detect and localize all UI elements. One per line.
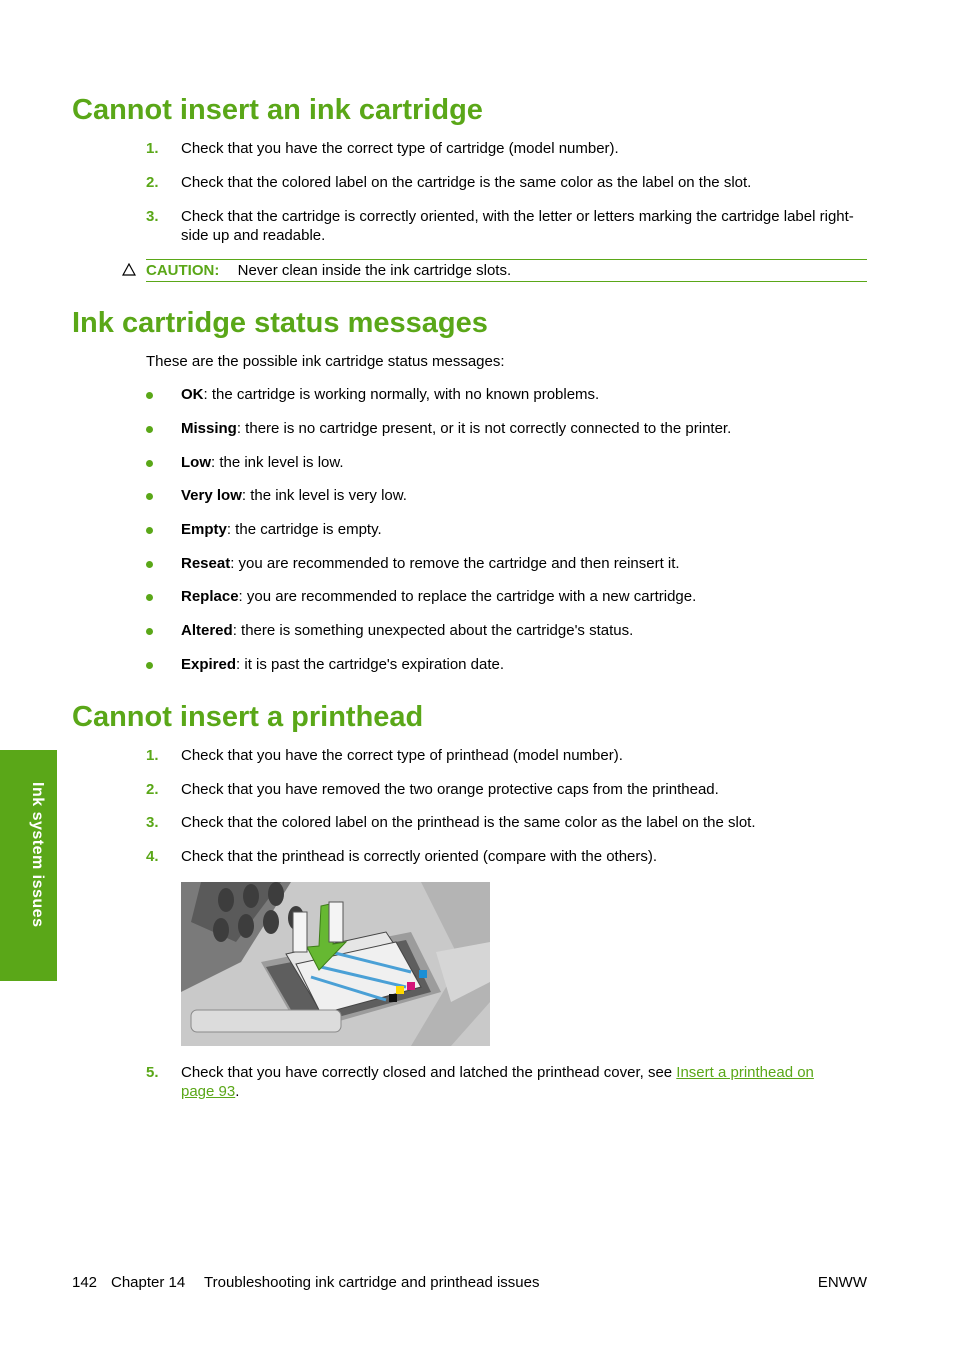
step-text: Check that the colored label on the printhead is the same color as the label on the slot. xyxy=(181,814,756,831)
step-number: 3. xyxy=(146,208,159,225)
list-item: Altered: there is something unexpected about the cartridge's status. xyxy=(181,622,634,639)
step-number: 3. xyxy=(146,814,159,831)
bullet-icon xyxy=(146,628,153,635)
bullet-icon xyxy=(146,561,153,568)
printhead-insertion-illustration xyxy=(181,882,490,1046)
footer-chapter-title: Troubleshooting ink cartridge and printhead issues xyxy=(204,1274,540,1291)
status-intro: These are the possible ink cartridge status messages: xyxy=(146,353,505,370)
list-item: Empty: the cartridge is empty. xyxy=(181,521,382,538)
step-text: Check that you have the correct type of printhead (model number). xyxy=(181,747,623,764)
list-item: Missing: there is no cartridge present, or it is not correctly connected to the printer. xyxy=(181,420,732,437)
bullet-icon xyxy=(146,392,153,399)
bullet-icon xyxy=(146,662,153,669)
insert-printhead-link[interactable]: Insert a printhead on page 93 xyxy=(181,1064,814,1100)
step-text: Check that the colored label on the cartridge is the same color as the label on the slot. xyxy=(181,174,752,191)
list-item: Reseat: you are recommended to remove the cartridge and then reinsert it. xyxy=(181,555,680,572)
list-item: Very low: the ink level is very low. xyxy=(181,487,407,504)
caution-label: CAUTION: xyxy=(146,262,220,279)
bullet-icon xyxy=(146,460,153,467)
caution-text: Never clean inside the ink cartridge slots. xyxy=(237,262,512,279)
step-text: Check that you have removed the two orange protective caps from the printhead. xyxy=(181,781,719,798)
step-number: 1. xyxy=(146,140,159,157)
bullet-icon xyxy=(146,426,153,433)
list-item: Expired: it is past the cartridge's expiration date. xyxy=(181,656,505,673)
step-number: 2. xyxy=(146,174,159,191)
step-number: 1. xyxy=(146,747,159,764)
footer-page-number: 142 xyxy=(72,1274,98,1291)
step-text: Check that you have the correct type of cartridge (model number). xyxy=(181,140,619,157)
step-number: 5. xyxy=(146,1064,159,1081)
heading-cannot-insert-cartridge: Cannot insert an ink cartridge xyxy=(72,94,483,126)
step-text: Check that the printhead is correctly oriented (compare with the others). xyxy=(181,848,658,865)
heading-status-messages: Ink cartridge status messages xyxy=(72,307,488,339)
step-text: Check that the cartridge is correctly oriented, with the letter or letters marking the cartridge label right-side up and readable. xyxy=(181,208,854,244)
step-text: Check that you have correctly closed and latched the printhead cover, see Insert a printhead on page 93. xyxy=(181,1064,814,1100)
step-number: 2. xyxy=(146,781,159,798)
bullet-icon xyxy=(146,493,153,500)
footer-enww: ENWW xyxy=(817,1274,867,1291)
caution-triangle-icon xyxy=(122,263,136,276)
list-item: Replace: you are recommended to replace the cartridge with a new cartridge. xyxy=(181,588,697,605)
heading-cannot-insert-printhead: Cannot insert a printhead xyxy=(72,701,424,733)
list-item: OK: the cartridge is working normally, with no known problems. xyxy=(181,386,600,403)
caution-note xyxy=(146,259,867,282)
bullet-icon xyxy=(146,594,153,601)
footer-chapter: Chapter 14 xyxy=(111,1274,186,1291)
list-item: Low: the ink level is low. xyxy=(181,454,344,471)
step-number: 4. xyxy=(146,848,159,865)
side-tab-label: Ink system issues xyxy=(29,782,46,928)
bullet-icon xyxy=(146,527,153,534)
